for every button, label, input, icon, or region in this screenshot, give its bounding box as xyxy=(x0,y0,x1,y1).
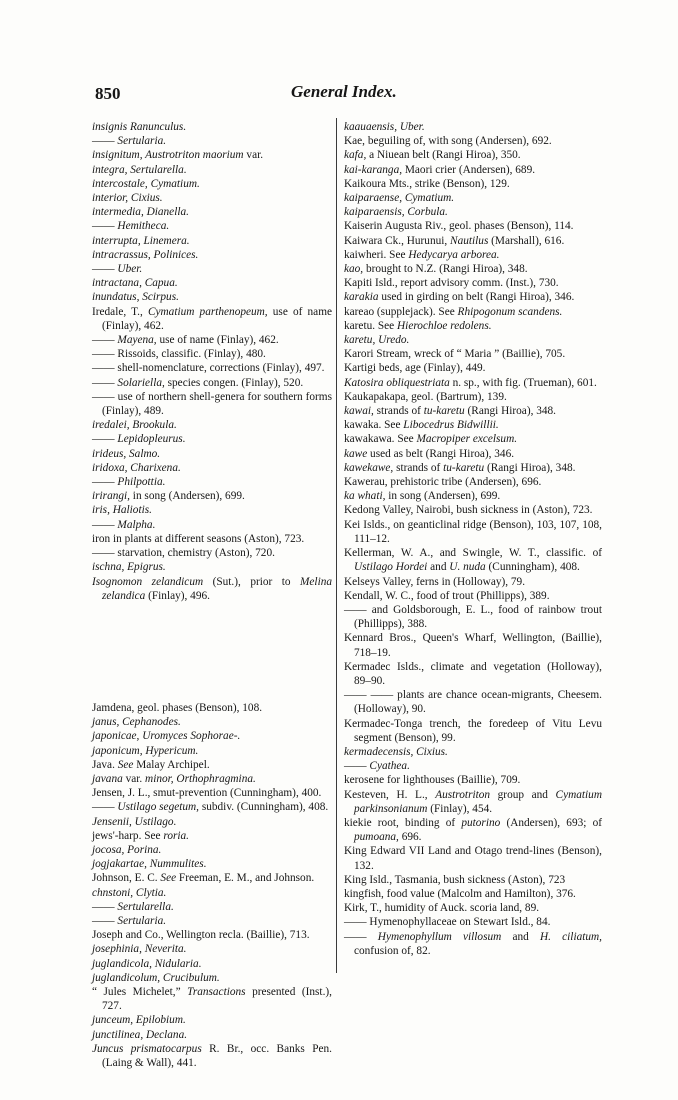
entry-text: U. nuda xyxy=(449,561,486,574)
entry-text: —— xyxy=(92,135,118,148)
index-entry xyxy=(92,518,332,532)
running-head: General Index. xyxy=(291,82,397,101)
entry-text: iris, Haliotis. xyxy=(92,504,152,517)
index-entry xyxy=(344,631,605,659)
index-entry xyxy=(92,701,332,715)
index-entry xyxy=(92,800,332,814)
entry-text: tu-karetu xyxy=(423,405,465,418)
entry-text: Kedong Valley, Nairobi, bush sickness in (Aston), 723. xyxy=(344,504,593,517)
entry-text: —— xyxy=(92,334,118,347)
entry-text: —— xyxy=(92,900,118,913)
entry-text: use of name (Finlay), 462. xyxy=(156,334,279,347)
entry-text: species congen. (Finlay), 520. xyxy=(164,376,304,389)
index-entry xyxy=(92,418,332,432)
entry-text: —— xyxy=(92,476,118,489)
entry-text: Kellerman, W. A., and Swingle, W. T., classific. of xyxy=(344,547,605,560)
entry-text: insignis Ranunculus. xyxy=(92,121,187,133)
entry-text: presented (Inst.), 727. xyxy=(102,985,335,1013)
entry-text: —— Rissoids, classific. (Finlay), 480. xyxy=(92,348,266,361)
entry-text: Mayena, xyxy=(117,334,157,347)
index-entry xyxy=(92,532,332,546)
entry-text: (Andersen), 693; of xyxy=(500,816,605,829)
index-entry xyxy=(92,843,332,857)
index-entry xyxy=(344,418,602,432)
entry-text: Katosira obliquestriata xyxy=(344,376,450,389)
entry-text: Maori crier (Andersen), 689. xyxy=(402,163,536,176)
entry-text: subdiv. (Cunningham), 408. xyxy=(199,801,329,814)
entry-text: Karori Stream, wreck of “ Maria ” (Baillie), 705. xyxy=(344,348,566,361)
index-entry xyxy=(92,758,332,772)
entry-text: Hierochloe redolens. xyxy=(397,319,492,332)
index-entry xyxy=(344,234,602,248)
index-entry xyxy=(344,518,605,546)
entry-text: Libocedrus Bidwillii. xyxy=(403,419,499,432)
entry-text: Kawerau, prehistoric tribe (Andersen), 696. xyxy=(344,476,542,489)
entry-text: —— xyxy=(92,518,118,531)
index-entry xyxy=(344,432,602,446)
entry-text: kingfish, food value (Malcolm and Hamilton), 376. xyxy=(344,887,576,900)
index-entry xyxy=(344,177,602,191)
entry-text: See xyxy=(160,872,177,885)
entry-text: in song (Andersen), 699. xyxy=(385,490,501,503)
index-entry xyxy=(344,219,602,233)
index-entry xyxy=(344,134,602,148)
entry-text: Juncus prismatocarpus xyxy=(92,1042,202,1055)
index-entry xyxy=(344,887,602,901)
entry-text: japonicae, Uromyces Sophorae-. xyxy=(92,730,241,743)
index-entry xyxy=(344,276,602,290)
entry-text: junctilinea, Declana. xyxy=(92,1028,188,1041)
entry-text: tu-karetu xyxy=(443,461,485,474)
entry-text: kareao (supplejack). See xyxy=(344,305,458,318)
index-entry xyxy=(344,759,602,773)
index-entry xyxy=(344,262,602,276)
index-entry xyxy=(92,971,332,985)
entry-text: —— xyxy=(344,760,370,773)
index-entry xyxy=(344,603,605,631)
entry-text: japonicum, Hypericum. xyxy=(92,744,199,757)
entry-text: Hedycarya arborea. xyxy=(408,248,500,261)
entry-text: —— starvation, chemistry (Aston), 720. xyxy=(92,547,275,560)
index-entry xyxy=(344,120,602,134)
index-entry xyxy=(344,148,602,162)
entry-text: Kermadec-Tonga trench, the foredeep of Vitu Levu segment (Benson), 99. xyxy=(344,717,605,744)
index-entry xyxy=(344,546,605,574)
entry-text: intractana, Capua. xyxy=(92,277,178,290)
entry-text: Sertularia. xyxy=(117,135,167,148)
index-column-left xyxy=(92,120,335,1070)
entry-text: King Isld., Tasmania, bush sickness (Aston), 723 xyxy=(344,873,566,886)
entry-text: jews'-harp. See xyxy=(92,829,164,842)
index-entry xyxy=(344,361,602,375)
entry-text: roria. xyxy=(163,829,190,842)
entry-text: Kesteven, H. L., xyxy=(344,788,436,801)
index-entry xyxy=(92,276,332,290)
index-entry xyxy=(92,857,332,871)
index-entry xyxy=(344,745,602,759)
index-entry xyxy=(92,475,332,489)
entry-text: kafa, xyxy=(344,149,367,162)
entry-text: R. Br., occ. Banks Pen. (Laing & Wall), 441. xyxy=(102,1042,335,1069)
entry-text: karetu. See xyxy=(344,319,398,332)
index-entry xyxy=(344,347,602,361)
entry-text: n. sp., with fig. (Trueman), 601. xyxy=(449,376,597,389)
entry-text: intermedia, Dianella. xyxy=(92,206,189,219)
entry-text: kawekawe, xyxy=(344,461,394,474)
entry-text: strands of xyxy=(373,405,424,418)
index-entry xyxy=(92,262,332,276)
entry-text: Nautilus xyxy=(450,234,489,247)
entry-text: —— xyxy=(92,376,118,389)
index-entry xyxy=(92,1028,332,1042)
index-entry xyxy=(92,900,332,914)
index-entry xyxy=(92,163,332,177)
entry-text: var. xyxy=(243,149,264,162)
entry-text: ka whati, xyxy=(344,490,386,503)
entry-text: in song (Andersen), 699. xyxy=(129,490,245,503)
entry-text: iredalei, Brookula. xyxy=(92,419,177,432)
entry-text: Kaiserin Augusta Riv., geol. phases (Benson), 114. xyxy=(344,220,574,233)
page-number: 850 xyxy=(95,84,121,103)
entry-text: King Edward VII Land and Otago trend-lines (Benson), 132. xyxy=(344,845,605,872)
index-column-right xyxy=(344,120,605,958)
index-entry xyxy=(92,871,332,885)
entry-text: ischna, Epigrus. xyxy=(92,561,166,574)
entry-text: minor, Orthophragmina. xyxy=(145,772,256,785)
index-entry xyxy=(92,744,332,758)
index-entry xyxy=(92,957,332,971)
entry-text: —— xyxy=(92,801,118,814)
entry-text: —— —— plants are chance ocean-migrants, Cheesem. (Holloway), 90. xyxy=(344,689,605,716)
entry-text: —— use of northern shell-genera for southern forms (Finlay), 489. xyxy=(92,390,335,418)
entry-text: 696. xyxy=(398,831,422,844)
index-entry xyxy=(92,575,335,603)
index-entry xyxy=(92,489,332,503)
index-entry xyxy=(344,503,602,517)
index-entry xyxy=(92,886,332,900)
entry-text: strands of xyxy=(393,461,444,474)
entry-text: kermadecensis, Cixius. xyxy=(344,745,448,758)
entry-text: “ Jules Michelet,” xyxy=(92,985,188,998)
entry-text: (Finlay), 496. xyxy=(145,589,210,602)
entry-text: —— xyxy=(344,930,378,943)
entry-text: Malpha. xyxy=(117,518,156,531)
entry-text: juglandicola, Nidularia. xyxy=(92,957,202,970)
index-entry xyxy=(344,589,602,603)
entry-text: (Rangi Hiroa), 348. xyxy=(464,405,556,418)
entry-text: kaauaensis, Uber. xyxy=(344,121,425,133)
entry-text: Ustilago segetum, xyxy=(117,801,200,814)
entry-text: Kartigi beds, age (Finlay), 449. xyxy=(344,362,486,375)
entry-text: kai-karanga, xyxy=(344,163,403,176)
index-entry xyxy=(92,361,332,375)
entry-text: —— Hymenophyllaceae on Stewart Isld., 84. xyxy=(344,916,551,929)
entry-text: See xyxy=(117,758,134,771)
entry-text: Cyathea. xyxy=(369,760,410,773)
entry-text: putorino xyxy=(461,816,501,829)
index-entry xyxy=(92,305,335,333)
entry-text: Cymatium parkinsonianum xyxy=(354,788,605,815)
entry-text: Rhipogonum scandens. xyxy=(457,305,563,318)
index-entry xyxy=(92,786,332,800)
index-entry xyxy=(92,347,332,361)
index-entry xyxy=(92,390,335,418)
entry-text: —— xyxy=(92,263,118,276)
entry-text: kawakawa. See xyxy=(344,433,417,446)
entry-text: kawai, xyxy=(344,405,374,418)
entry-text: kawe xyxy=(344,447,368,460)
index-entry xyxy=(92,447,332,461)
index-entry xyxy=(344,447,602,461)
index-entry xyxy=(344,376,602,390)
entry-text: Austrotriton xyxy=(435,788,491,801)
entry-text: karakia xyxy=(344,291,379,304)
entry-text: Jamdena, geol. phases (Benson), 108. xyxy=(92,701,263,714)
entry-text: —— xyxy=(92,220,118,233)
entry-text: (Finlay), 454. xyxy=(427,802,493,815)
index-entry xyxy=(92,829,332,843)
entry-text: kiekie root, binding of xyxy=(344,816,462,829)
entry-text: javana xyxy=(92,772,123,785)
entry-text: kaiparaense, Cymatium. xyxy=(344,192,455,205)
entry-text: interrupta, Linemera. xyxy=(92,234,190,247)
entry-text: Cymatium parthenopeum, xyxy=(147,305,268,318)
index-entry xyxy=(344,390,602,404)
entry-text: Kaikoura Mts., strike (Benson), 129. xyxy=(344,177,510,190)
entry-text: iron in plants at different seasons (Aston), 723. xyxy=(92,532,305,545)
entry-text: josephinia, Neverita. xyxy=(92,943,187,956)
index-entry xyxy=(92,560,332,574)
entry-text: Kaiwara Ck., Hurunui, xyxy=(344,234,451,247)
index-entry xyxy=(344,717,605,745)
section-gap xyxy=(92,603,332,701)
entry-text: —— shell-nomenclature, corrections (Finlay), 497. xyxy=(92,362,325,375)
entry-text: Joseph and Co., Wellington recla. (Baillie), 713. xyxy=(92,929,310,942)
index-entry xyxy=(344,404,602,418)
entry-text: group and xyxy=(490,788,556,801)
index-entry xyxy=(92,1042,335,1070)
index-entry xyxy=(344,773,602,787)
index-entry xyxy=(92,120,332,134)
index-entry xyxy=(92,914,332,928)
index-entry xyxy=(92,134,332,148)
entry-text: Johnson, E. C. xyxy=(92,872,161,885)
entry-text: integra, Sertularella. xyxy=(92,163,187,176)
entry-text: Kelseys Valley, ferns in (Holloway), 79. xyxy=(344,575,526,588)
index-entry xyxy=(92,148,332,162)
index-entry xyxy=(344,489,602,503)
entry-text: Ustilago Hordei xyxy=(354,561,428,574)
index-entry xyxy=(92,205,332,219)
entry-text: a Niuean belt (Rangi Hiroa), 350. xyxy=(366,149,521,162)
index-entry xyxy=(92,234,332,248)
entry-text: Solariella, xyxy=(117,376,165,389)
entry-text: intracrassus, Polinices. xyxy=(92,248,199,261)
index-entry xyxy=(344,660,605,688)
entry-text: Hemitheca. xyxy=(117,220,170,233)
index-entry xyxy=(344,901,602,915)
entry-text: insignitum, Austrotriton maorium xyxy=(92,149,244,162)
entry-text: (Sut.), prior to xyxy=(203,575,300,588)
index-entry xyxy=(344,475,602,489)
entry-text: Iredale, T., xyxy=(92,305,148,318)
entry-text: Sertularella. xyxy=(117,900,174,913)
entry-text: irideus, Salmo. xyxy=(92,447,161,460)
entry-text: —— and Goldsborough, E. L., food of rainbow trout (Phillipps), 388. xyxy=(344,603,605,631)
index-entry xyxy=(344,290,602,304)
entry-text: kaiparaensis, Corbula. xyxy=(344,206,448,219)
entry-text: Freeman, E. M., and Johnson. xyxy=(176,872,315,885)
entry-text: confusion of, 82. xyxy=(354,930,605,957)
entry-text: Philpottia. xyxy=(117,476,166,489)
index-entry xyxy=(344,816,605,844)
entry-text: junceum, Epilobium. xyxy=(92,1014,186,1027)
entry-text: used in girding on belt (Rangi Hiroa), 346. xyxy=(378,291,575,304)
index-entry xyxy=(92,432,332,446)
index-entry xyxy=(344,575,602,589)
entry-text: pumoana, xyxy=(354,831,399,844)
entry-text: Kapiti Isld., report advisory comm. (Inst.), 730. xyxy=(344,277,559,290)
index-entry xyxy=(92,729,332,743)
entry-text: used as belt (Rangi Hiroa), 346. xyxy=(367,447,515,460)
index-entry xyxy=(344,191,602,205)
entry-text: Transactions xyxy=(187,985,246,998)
entry-text: irirangi, xyxy=(92,490,130,503)
entry-text: Kae, beguiling of, with song (Andersen), 692. xyxy=(344,135,552,148)
entry-text: (Marshall), 616. xyxy=(488,234,565,247)
entry-text: Kirk, T., humidity of Auck. scoria land, 89. xyxy=(344,902,540,915)
entry-text: and xyxy=(501,930,540,943)
entry-text: jocosa, Porina. xyxy=(92,843,162,856)
entry-text: karetu, Uredo. xyxy=(344,334,410,347)
index-entry xyxy=(344,844,605,872)
index-entry xyxy=(92,219,332,233)
entry-text: kao, xyxy=(344,263,364,276)
index-entry xyxy=(92,461,332,475)
index-entry xyxy=(92,546,332,560)
index-entry xyxy=(344,305,602,319)
index-entry xyxy=(92,376,332,390)
index-entry xyxy=(92,715,332,729)
entry-text: Melina zelandica xyxy=(102,575,335,602)
index-entry xyxy=(344,873,602,887)
index-entry xyxy=(344,163,602,177)
index-entry xyxy=(92,290,332,304)
entry-text: use of name (Finlay), 462. xyxy=(102,305,335,332)
entry-text: juglandicolum, Crucibulum. xyxy=(92,971,220,984)
entry-text: Hymenophyllum villosum xyxy=(377,930,502,943)
column-divider xyxy=(336,118,337,973)
entry-text: Macropiper excelsum. xyxy=(416,433,518,446)
entry-text: Kaukapakapa, geol. (Bartrum), 139. xyxy=(344,390,507,403)
entry-text: janus, Cephanodes. xyxy=(92,716,181,729)
entry-text: inundatus, Scirpus. xyxy=(92,291,179,304)
entry-text: kaiwheri. See xyxy=(344,248,409,261)
index-entry xyxy=(92,928,332,942)
index-entry xyxy=(344,205,602,219)
index-entry xyxy=(92,248,332,262)
index-entry xyxy=(344,688,605,716)
entry-text: brought to N.Z. (Rangi Hiroa), 348. xyxy=(363,263,528,276)
index-entry xyxy=(344,915,602,929)
index-entry xyxy=(344,248,602,262)
entry-text: Jensenii, Ustilago. xyxy=(92,815,177,828)
index-entry xyxy=(92,772,332,786)
entry-text: Isognomon zelandicum xyxy=(92,575,204,588)
entry-text: H. ciliatum, xyxy=(539,930,602,943)
entry-text: Lepidopleurus. xyxy=(117,433,186,446)
entry-text: Kennard Bros., Queen's Wharf, Wellington, (Baillie), 718–19. xyxy=(344,632,605,659)
index-entry xyxy=(344,319,602,333)
index-entry xyxy=(92,942,332,956)
entry-text: kawaka. See xyxy=(344,419,404,432)
entry-text: —— xyxy=(92,914,118,927)
entry-text: jogjakartae, Nummulites. xyxy=(92,858,207,871)
index-entry xyxy=(92,1013,332,1027)
index-entry xyxy=(344,930,605,958)
entry-text: Uber. xyxy=(117,263,143,276)
entry-text: kerosene for lighthouses (Baillie), 709. xyxy=(344,774,521,787)
entry-text: interior, Cixius. xyxy=(92,192,163,205)
entry-text: var. xyxy=(122,772,146,785)
entry-text: —— xyxy=(92,433,118,446)
entry-text: intercostale, Cymatium. xyxy=(92,177,200,190)
index-entry xyxy=(92,503,332,517)
entry-text: and xyxy=(427,561,450,574)
index-entry xyxy=(92,333,332,347)
index-entry xyxy=(92,177,332,191)
index-entry xyxy=(92,191,332,205)
entry-text: (Rangi Hiroa), 348. xyxy=(484,461,576,474)
entry-text: iridoxa, Charixena. xyxy=(92,461,181,474)
entry-text: Kei Islds., on geanticlinal ridge (Benson), 103, 107, 108, 111–12. xyxy=(344,518,605,545)
index-entry xyxy=(92,815,332,829)
entry-text: Jensen, J. L., smut-prevention (Cunningham), 400. xyxy=(92,787,322,800)
index-entry xyxy=(344,333,602,347)
index-entry xyxy=(344,788,605,816)
entry-text: Kermadec Islds., climate and vegetation (Holloway), 89–90. xyxy=(344,660,605,687)
entry-text: Kendall, W. C., food of trout (Phillipps), 389. xyxy=(344,589,550,602)
entry-text: (Cunningham), 408. xyxy=(485,561,580,574)
entry-text: chnstoni, Clytia. xyxy=(92,886,167,899)
entry-text: Java. xyxy=(92,758,118,771)
entry-text: Sertularia. xyxy=(117,914,167,927)
index-entry xyxy=(344,461,602,475)
index-entry xyxy=(92,985,335,1013)
entry-text: Malay Archipel. xyxy=(133,758,210,771)
